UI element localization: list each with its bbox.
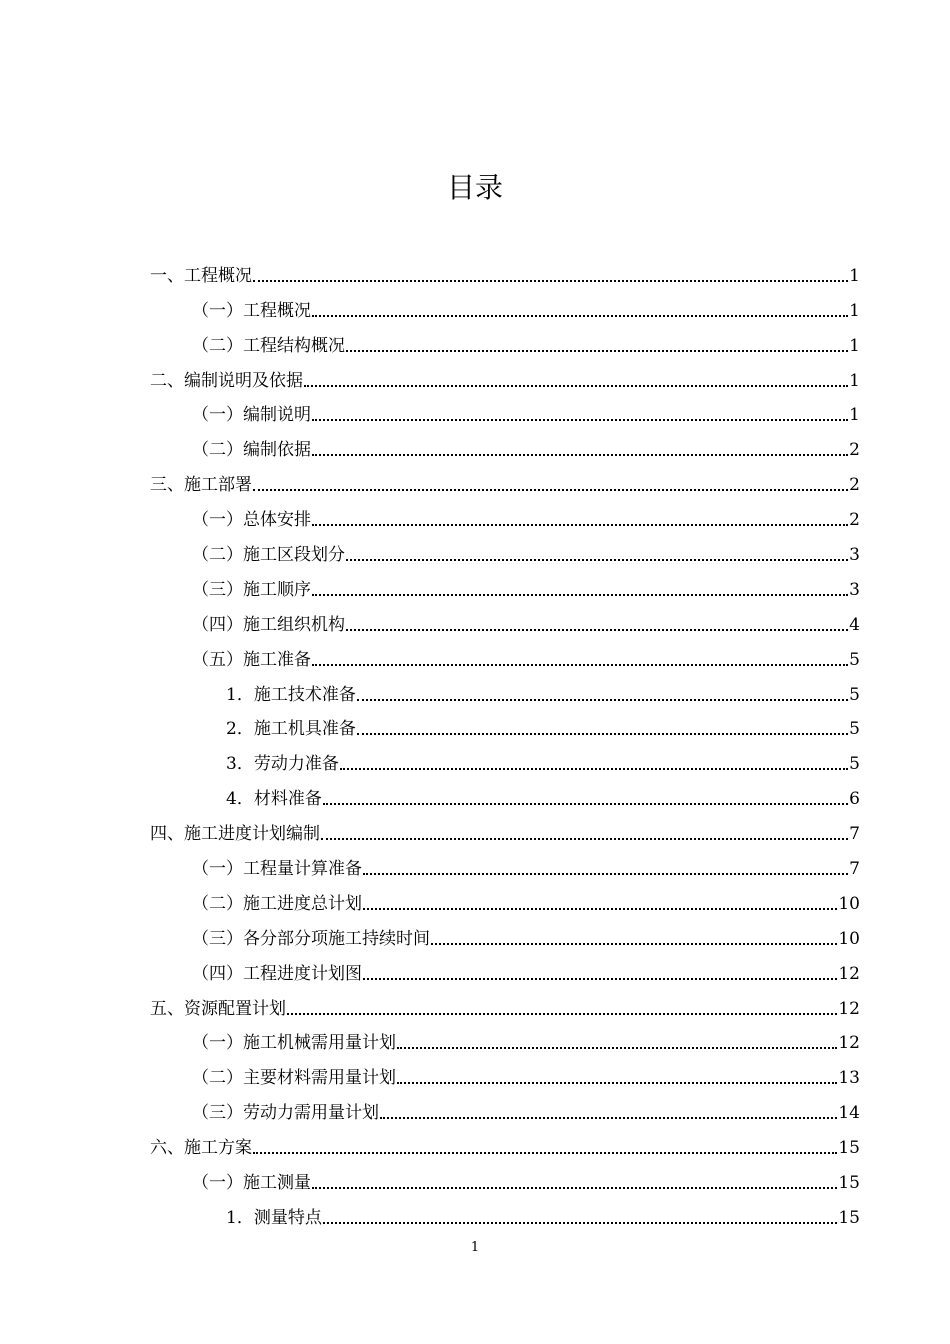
toc-entry[interactable] <box>150 1193 860 1228</box>
toc-entry-page: 10 <box>838 893 860 914</box>
toc-entry[interactable] <box>150 670 860 705</box>
toc-entry-page: 1 <box>849 370 860 391</box>
toc-entry-label: 1．施工技术准备 <box>226 684 356 705</box>
toc-entry-page: 10 <box>838 928 860 949</box>
toc-entry-page: 15 <box>838 1207 860 1228</box>
page-number-footer: 1 <box>470 1240 480 1255</box>
toc-entry-page: 2 <box>849 510 860 531</box>
toc-entry-label: （二）主要材料需用量计划 <box>192 1068 396 1089</box>
toc-dot-leader <box>397 1082 837 1084</box>
toc-dot-leader <box>312 419 848 421</box>
toc-entry[interactable] <box>150 251 860 286</box>
toc-entry-page: 1 <box>849 300 860 321</box>
table-of-contents <box>150 251 860 1228</box>
toc-dot-leader <box>312 524 848 526</box>
toc-entry-label: （二）施工区段划分 <box>192 545 345 566</box>
page-title: 目录 <box>446 170 503 204</box>
toc-entry-page: 7 <box>849 824 860 845</box>
toc-entry-label: 五、资源配置计划 <box>150 998 286 1019</box>
toc-dot-leader <box>253 489 848 491</box>
toc-entry[interactable] <box>150 914 860 949</box>
toc-dot-leader <box>287 1013 837 1015</box>
toc-entry-page: 5 <box>849 684 860 705</box>
toc-dot-leader <box>312 454 848 456</box>
toc-dot-leader <box>380 1117 837 1119</box>
toc-entry-page: 2 <box>849 475 860 496</box>
toc-entry-page: 5 <box>849 754 860 775</box>
toc-dot-leader <box>253 1152 837 1154</box>
toc-dot-leader <box>363 908 837 910</box>
toc-dot-leader <box>363 873 848 875</box>
toc-dot-leader <box>397 1047 837 1049</box>
toc-entry[interactable] <box>150 809 860 844</box>
toc-dot-leader <box>321 838 848 840</box>
toc-entry-label: 3．劳动力准备 <box>226 754 339 775</box>
toc-entry[interactable] <box>150 1053 860 1088</box>
toc-dot-leader <box>346 559 848 561</box>
toc-entry-label: 六、施工方案 <box>150 1138 252 1159</box>
toc-entry[interactable] <box>150 774 860 809</box>
toc-entry-page: 1 <box>849 405 860 426</box>
toc-dot-leader <box>346 350 848 352</box>
toc-entry-page: 7 <box>849 859 860 880</box>
toc-entry-page: 3 <box>849 545 860 566</box>
toc-entry-label: 四、施工进度计划编制 <box>150 824 320 845</box>
toc-entry-page: 15 <box>838 1138 860 1159</box>
toc-dot-leader <box>312 664 848 666</box>
toc-entry-page: 12 <box>838 1033 860 1054</box>
toc-entry[interactable] <box>150 739 860 774</box>
toc-entry[interactable] <box>150 1123 860 1158</box>
toc-entry[interactable] <box>150 495 860 530</box>
toc-entry[interactable] <box>150 844 860 879</box>
toc-entry-page: 14 <box>838 1103 860 1124</box>
toc-entry[interactable] <box>150 530 860 565</box>
toc-entry[interactable] <box>150 425 860 460</box>
toc-dot-leader <box>363 978 837 980</box>
toc-entry-page: 1 <box>849 335 860 356</box>
toc-dot-leader <box>312 594 848 596</box>
toc-entry[interactable] <box>150 1088 860 1123</box>
toc-entry-label: 三、施工部署 <box>150 475 252 496</box>
toc-dot-leader <box>357 699 848 701</box>
toc-entry-label: 二、编制说明及依据 <box>150 370 303 391</box>
toc-entry-label: 一、工程概况 <box>150 265 252 286</box>
toc-dot-leader <box>312 1187 837 1189</box>
toc-entry[interactable] <box>150 356 860 391</box>
toc-entry-label: 2．施工机具准备 <box>226 719 356 740</box>
toc-entry[interactable] <box>150 460 860 495</box>
toc-entry-label: （三）劳动力需用量计划 <box>192 1103 379 1124</box>
toc-entry-page: 12 <box>838 998 860 1019</box>
toc-entry-page: 1 <box>849 265 860 286</box>
toc-entry-page: 5 <box>849 649 860 670</box>
toc-dot-leader <box>323 803 848 805</box>
toc-entry-page: 13 <box>838 1068 860 1089</box>
toc-entry-page: 15 <box>838 1173 860 1194</box>
toc-dot-leader <box>304 385 848 387</box>
toc-entry-label: （二）施工进度总计划 <box>192 893 362 914</box>
toc-entry[interactable] <box>150 600 860 635</box>
toc-dot-leader <box>323 1222 838 1224</box>
toc-entry[interactable] <box>150 286 860 321</box>
toc-entry[interactable] <box>150 984 860 1019</box>
toc-entry[interactable] <box>150 1019 860 1054</box>
toc-entry-page: 6 <box>849 789 860 810</box>
toc-entry-label: （二）工程结构概况 <box>192 335 345 356</box>
toc-dot-leader <box>346 629 848 631</box>
toc-entry-label: （二）编制依据 <box>192 440 311 461</box>
toc-dot-leader <box>357 733 848 735</box>
toc-entry[interactable] <box>150 949 860 984</box>
toc-entry-page: 12 <box>838 963 860 984</box>
toc-entry-label: （一）总体安排 <box>192 510 311 531</box>
toc-entry-page: 2 <box>849 440 860 461</box>
toc-entry-label: （一）施工机械需用量计划 <box>192 1033 396 1054</box>
toc-entry-label: （五）施工准备 <box>192 649 311 670</box>
toc-entry-label: （四）施工组织机构 <box>192 614 345 635</box>
toc-entry-label: （三）施工顺序 <box>192 579 311 600</box>
toc-dot-leader <box>431 943 837 945</box>
toc-entry-page: 4 <box>849 614 860 635</box>
toc-entry[interactable] <box>150 321 860 356</box>
toc-entry-label: （一）施工测量 <box>192 1173 311 1194</box>
toc-entry-label: （四）工程进度计划图 <box>192 963 362 984</box>
toc-dot-leader <box>312 315 848 317</box>
toc-entry-label: （三）各分部分项施工持续时间 <box>192 928 430 949</box>
toc-entry[interactable] <box>150 635 860 670</box>
toc-entry-page: 3 <box>849 579 860 600</box>
toc-entry-label: 4．材料准备 <box>226 789 322 810</box>
toc-entry-label: （一）工程量计算准备 <box>192 859 362 880</box>
toc-entry-label: （一）工程概况 <box>192 300 311 321</box>
toc-entry[interactable] <box>150 1158 860 1193</box>
toc-entry-label: （一）编制说明 <box>192 405 311 426</box>
toc-entry[interactable] <box>150 565 860 600</box>
toc-dot-leader <box>253 280 848 282</box>
toc-dot-leader <box>340 768 848 770</box>
toc-entry[interactable] <box>150 391 860 426</box>
toc-entry[interactable] <box>150 705 860 740</box>
toc-entry-page: 5 <box>849 719 860 740</box>
toc-entry[interactable] <box>150 879 860 914</box>
toc-entry-label: 1．测量特点 <box>226 1207 322 1228</box>
